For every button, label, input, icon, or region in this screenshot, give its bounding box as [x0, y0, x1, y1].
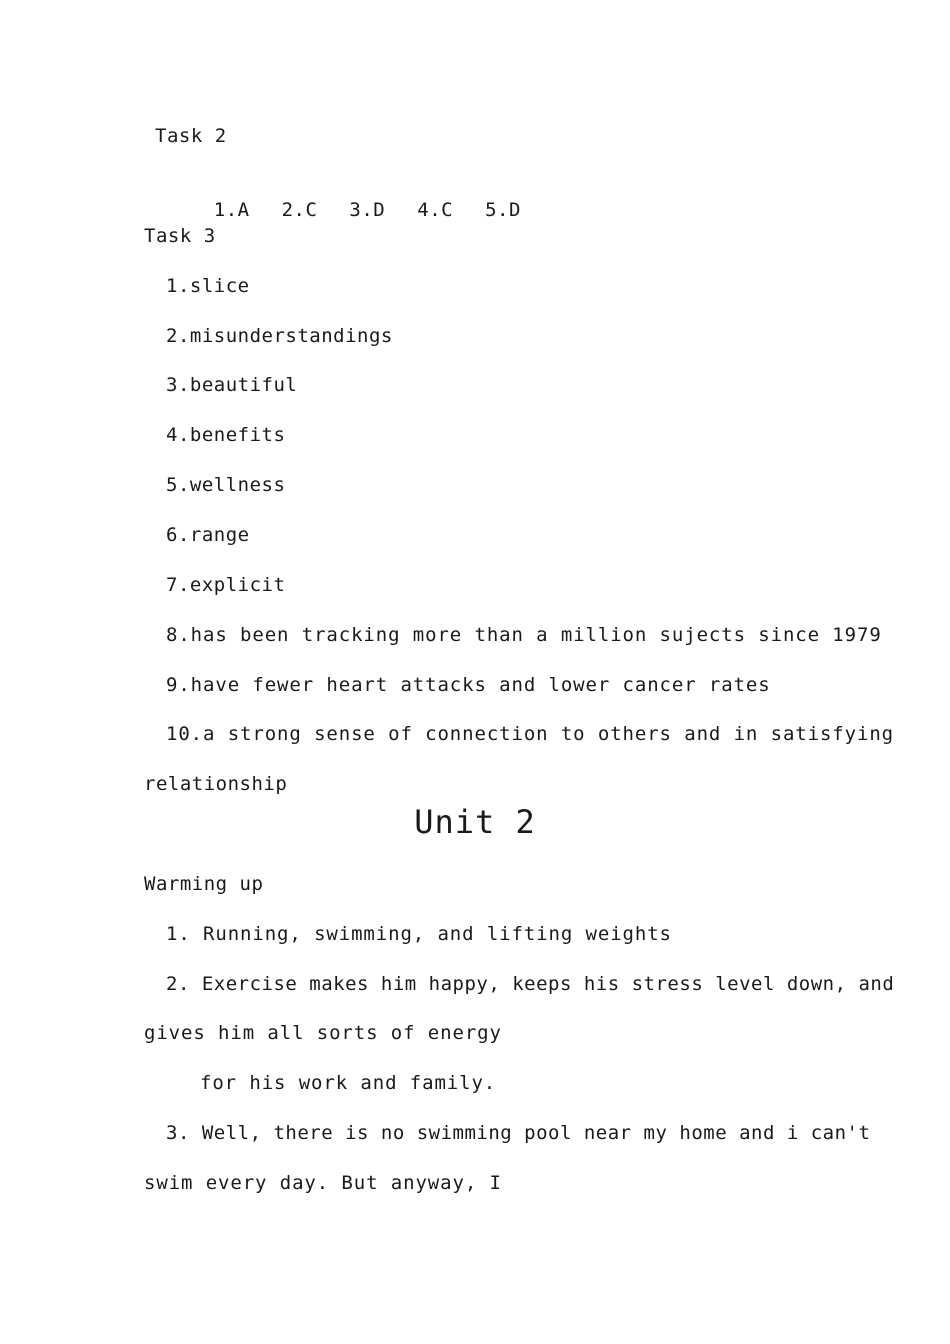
warmup-item-2-line-1: 2. Exercise makes him happy, keeps his stress level down, and — [166, 973, 895, 995]
warmup-item-2-line-3: for his work and family. — [200, 1072, 497, 1094]
warmup-item-2-line-2: gives him all sorts of energy — [144, 1022, 502, 1044]
task2-heading: Task 2 — [155, 125, 227, 147]
task3-item-2: 2.misunderstandings — [166, 325, 393, 347]
task3-item-9: 9.have fewer heart attacks and lower cancer rates — [166, 674, 771, 696]
task2-answer-5: 5.D — [485, 199, 521, 221]
task2-answer-4: 4.C — [417, 199, 454, 221]
task2-answers — [166, 174, 553, 246]
unit-title: Unit 2 — [414, 803, 536, 841]
task3-item-1: 1.slice — [166, 275, 250, 297]
task3-item-10-continuation: relationship — [144, 773, 288, 795]
task2-answer-2: 2.C — [281, 199, 318, 221]
warmup-item-3-line-2: swim every day. But anyway, I — [144, 1172, 502, 1194]
task3-item-8: 8.has been tracking more than a million sujects since 1979 — [166, 624, 882, 646]
task3-heading: Task 3 — [144, 225, 216, 247]
task3-item-5: 5.wellness — [166, 474, 286, 496]
task3-item-7: 7.explicit — [166, 574, 286, 596]
warmup-item-3-line-1: 3. Well, there is no swimming pool near my home and i can't — [166, 1122, 871, 1144]
task2-answer-3: 3.D — [349, 199, 386, 221]
task3-item-4: 4.benefits — [166, 424, 286, 446]
task2-answer-1: 1.A — [213, 199, 250, 221]
task3-item-10: 10.a strong sense of connection to others and in satisfying — [166, 723, 894, 745]
warmup-item-1: 1. Running, swimming, and lifting weights — [166, 923, 672, 945]
task3-item-3: 3.beautiful — [166, 374, 298, 396]
task3-item-6: 6.range — [166, 524, 250, 546]
section-warming-up: Warming up — [144, 873, 264, 895]
